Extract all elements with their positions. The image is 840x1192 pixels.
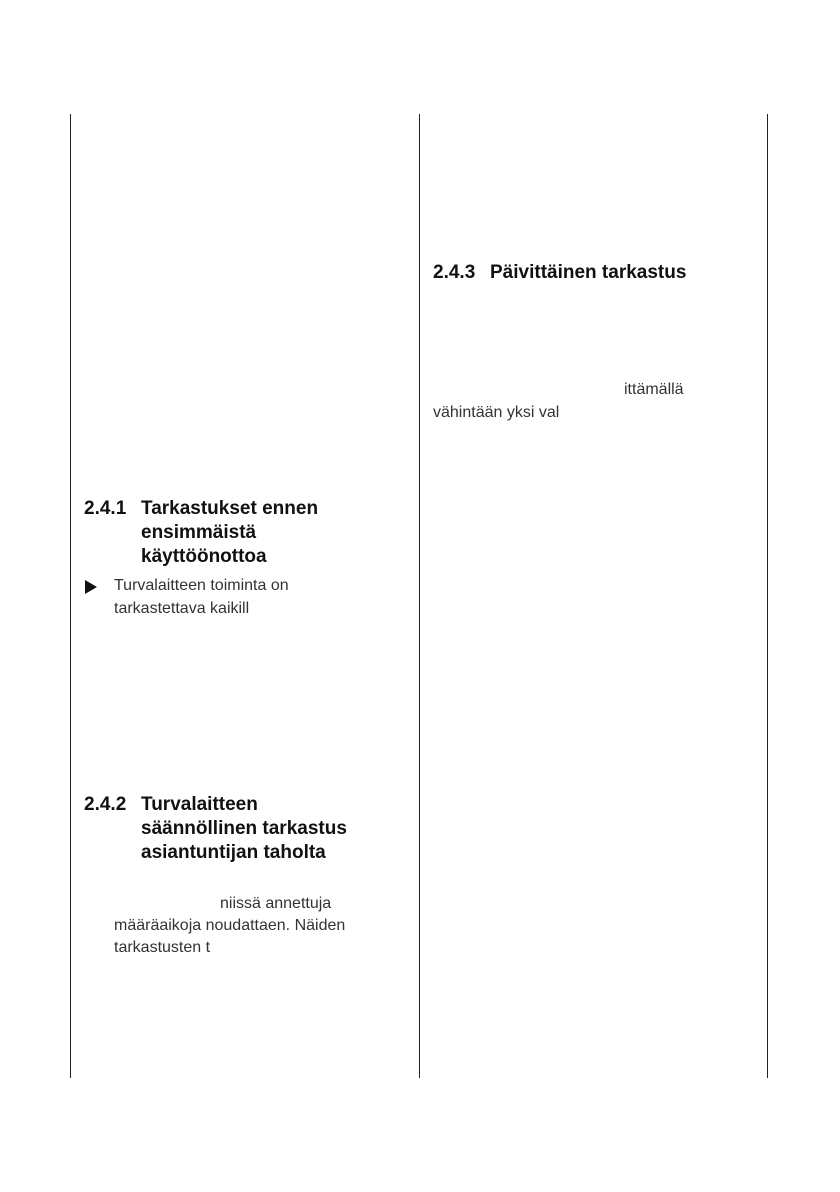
heading-line: säännöllinen tarkastus	[141, 818, 347, 839]
section-number: 2.4.1	[84, 498, 127, 519]
heading-line: Päivittäinen tarkastus	[490, 262, 687, 283]
section-number: 2.4.3	[433, 262, 476, 283]
heading-line: Tarkastukset ennen	[141, 498, 319, 519]
heading-line: käyttöönottoa	[141, 546, 267, 567]
paragraph-line: niissä annettuja	[220, 895, 332, 912]
column-rule-middle	[419, 114, 420, 1078]
bullet-text-line: tarkastettava kaikill	[114, 600, 250, 617]
column-rule-left	[70, 114, 71, 1078]
paragraph-line: määräaikoja noudattaen. Näiden	[114, 917, 346, 934]
column-rule-right	[767, 114, 768, 1078]
paragraph-line: tarkastusten t	[114, 939, 211, 956]
heading-line: asiantuntijan taholta	[141, 842, 326, 863]
heading-line: ensimmäistä	[141, 522, 257, 543]
paragraph-line: vähintään yksi val	[433, 404, 560, 421]
section-number: 2.4.2	[84, 794, 127, 815]
triangle-right-icon	[85, 580, 97, 594]
heading-line: Turvalaitteen	[141, 794, 258, 815]
bullet-text-line: Turvalaitteen toiminta on	[114, 577, 289, 594]
paragraph-line: ittämällä	[624, 381, 684, 398]
